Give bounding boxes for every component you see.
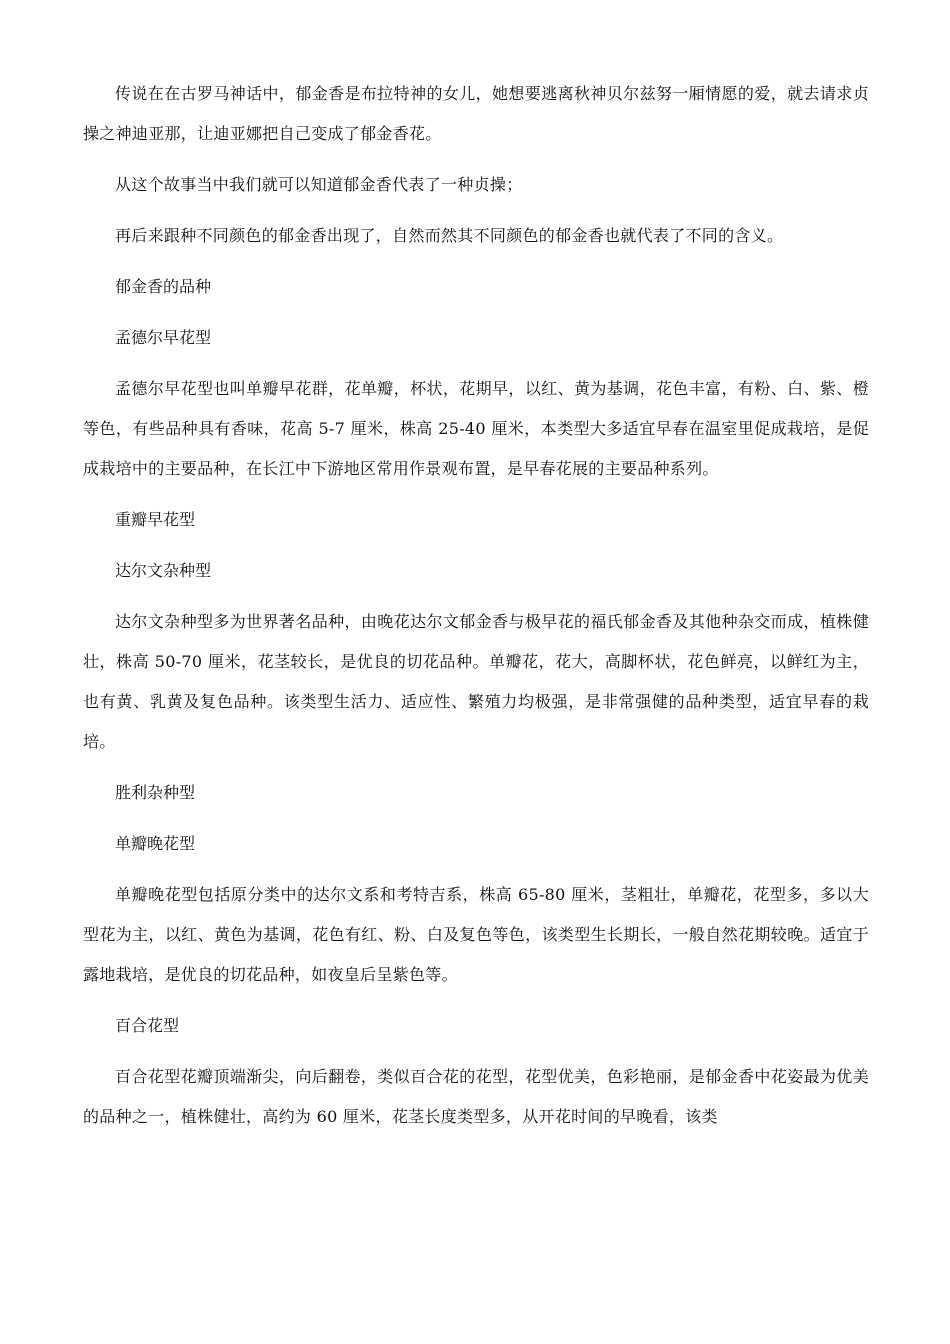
heading-triumph-hybrid: 胜利杂种型 (115, 783, 196, 802)
paragraph-colors: 再后来跟种不同颜色的郁金香出现了，自然而然其不同颜色的郁金香也就代表了不同的含义。 (115, 226, 784, 245)
paragraph-single-late: 单瓣晚花型包括原分类中的达尔文系和考特吉系，株高 65-80 厘米，茎粗壮，单瓣花，花型多，多以大型花为主，以红、黄色为基调，花色有红、粉、白及复色等色，该类型生长期长，一般自然花期较晚。适宜于露地栽培，是优良的切花品种，如夜皇后呈紫色等。 (83, 885, 869, 984)
paragraph-meaning: 从这个故事当中我们就可以知道郁金香代表了一种贞操； (115, 175, 523, 194)
document-page (83, 74, 869, 1148)
heading-double-early: 重瓣早花型 (115, 510, 196, 529)
heading-varieties: 郁金香的品种 (115, 277, 212, 296)
heading-single-late: 单瓣晚花型 (115, 834, 196, 853)
paragraph-legend: 传说在在古罗马神话中，郁金香是布拉特神的女儿，她想要逃离秋神贝尔兹努一厢情愿的爱，就去请求贞操之神迪亚那，让迪亚娜把自己变成了郁金香花。 (83, 84, 869, 143)
heading-lily-flowered: 百合花型 (115, 1016, 180, 1035)
heading-mendel-early: 孟德尔早花型 (115, 328, 212, 347)
paragraph-lily-flowered: 百合花型花瓣顶端渐尖，向后翻卷，类似百合花的花型，花型优美，色彩艳丽，是郁金香中花姿最为优美的品种之一，植株健壮，高约为 60 厘米，花茎长度类型多，从开花时间的早晚看，该类 (83, 1067, 869, 1126)
heading-darwin-hybrid: 达尔文杂种型 (115, 561, 212, 580)
paragraph-darwin-hybrid: 达尔文杂种型多为世界著名品种，由晚花达尔文郁金香与极早花的福氏郁金香及其他种杂交而成，植株健壮，株高 50-70 厘米，花茎较长，是优良的切花品种。单瓣花，花大，高脚杯状，花色鲜亮，以鲜红为主，也有黄、乳黄及复色品种。该类型生活力、适应性、繁殖力均极强，是非常强健的品种类型，适宜早春的栽培。 (83, 612, 869, 751)
paragraph-mendel-early: 孟德尔早花型也叫单瓣早花群，花单瓣，杯状，花期早，以红、黄为基调，花色丰富，有粉、白、紫、橙等色，有些品种具有香味，花高 5-7 厘米，株高 25-40 厘米，本类型大多适宜早春在温室里促成栽培，是促成栽培中的主要品种，在长江中下游地区常用作景观布置，是早春花展的主要品种系列。 (83, 379, 869, 478)
